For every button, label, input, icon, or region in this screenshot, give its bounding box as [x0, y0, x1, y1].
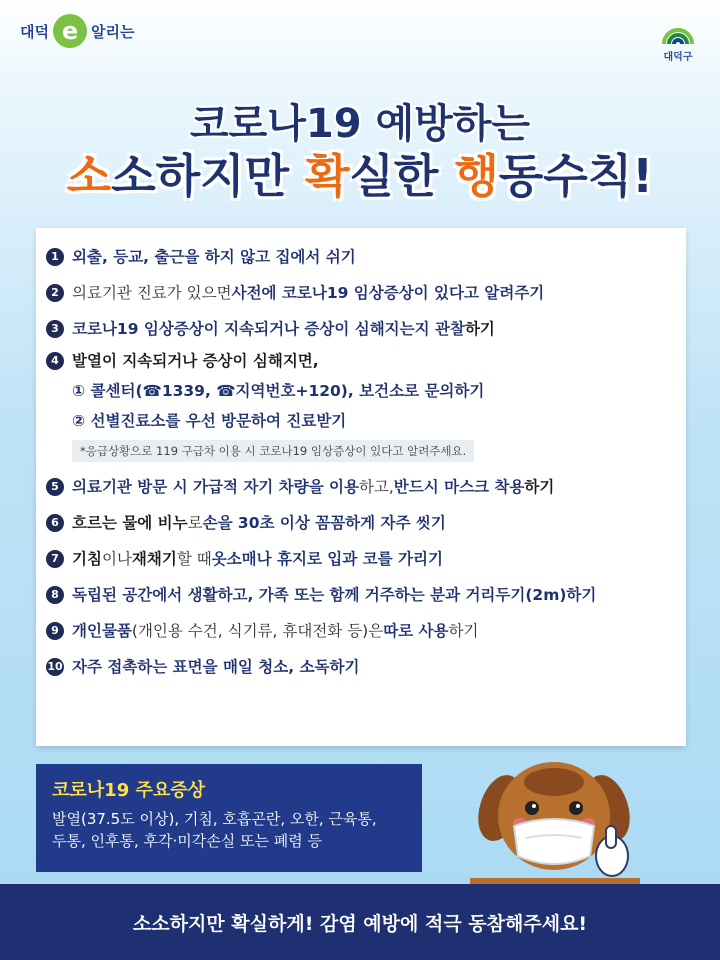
- rule-text: 하기: [464, 320, 495, 338]
- rule-item-5: [46, 476, 676, 498]
- headline-text-1: 소하지만: [111, 149, 306, 203]
- rule-text: 하기: [448, 622, 479, 640]
- rule-item-7: [46, 548, 676, 570]
- headline-accent-2: 확: [305, 149, 350, 203]
- rule-number-badge: 5: [46, 478, 64, 496]
- rule-number-badge: 6: [46, 514, 64, 532]
- rule-text: 할 때: [176, 550, 212, 568]
- footer-banner: 소소하지만 확실하게! 감염 예방에 적극 동참해주세요!: [0, 884, 720, 960]
- rule-number-badge: 2: [46, 284, 64, 302]
- rule-text-bold: 기침: [72, 550, 102, 568]
- rule-item-3: [46, 318, 676, 340]
- headline-text-3: 동수칙!: [498, 149, 654, 203]
- gu-emblem-icon: [660, 22, 696, 46]
- rule-number-badge: 1: [46, 248, 64, 266]
- rules-card: [36, 228, 686, 746]
- rule-text-bold: 의료기관 방문 시 가급적 자기 차량을 이용: [72, 478, 359, 496]
- rule-text: 하고,: [358, 478, 394, 496]
- rule-item-10: [46, 656, 676, 678]
- headline-line-2: [0, 140, 720, 206]
- rule-text-bold: 개인물품: [72, 622, 132, 640]
- symptoms-line-1: 발열(37.5도 이상), 기침, 호흡곤란, 오한, 근육통,: [52, 810, 377, 828]
- e-letter-icon: e: [53, 14, 87, 48]
- headline-line-1: 코로나19 예방하는: [189, 101, 531, 147]
- rule-number-badge: 8: [46, 586, 64, 604]
- rule-note: *응급상황으로 119 구급차 이용 시 코로나19 임상증상이 있다고 알려주세요.: [72, 440, 474, 462]
- rule-number-badge: 9: [46, 622, 64, 640]
- rule-item-6: [46, 512, 676, 534]
- rule-number-badge: 3: [46, 320, 64, 338]
- logo-text-left: 대덕: [20, 22, 49, 41]
- rule-text: 로: [187, 514, 203, 532]
- rule-text-bold: 따로 사용: [383, 622, 449, 640]
- rule-text-bold: 반드시 마스크 착용: [393, 478, 525, 496]
- rule-item-8: [46, 584, 676, 606]
- rule-item-9: [46, 620, 676, 642]
- rule-item-2: [46, 282, 676, 304]
- rule-text-bold: 흐르는 물에 비누: [72, 514, 188, 532]
- rule-item-1: [46, 246, 676, 268]
- main-symptoms-box: [36, 764, 422, 872]
- rule-text-bold: 재채기: [131, 550, 177, 568]
- symptoms-title: 코로나19 주요증상: [52, 780, 206, 801]
- headline-text-2: 실한: [349, 149, 455, 203]
- daedeok-e-logo: [20, 14, 134, 48]
- rule-text: 자주 접촉하는 표면을 매일 청소, 소독하기: [72, 658, 360, 676]
- rule-text: 독립된 공간에서 생활하고, 가족 또는 함께 거주하는 분과 거리두기(2m)하기: [72, 586, 597, 604]
- rule-text: 의료기관 진료가 있으면: [72, 284, 232, 302]
- rule-number-badge: 4: [46, 352, 64, 370]
- headline-accent-3: 행: [454, 149, 499, 203]
- rule-text-bold: 옷소매나 휴지로 입과 코를 가리기: [211, 550, 443, 568]
- rule-text: 하기: [524, 478, 555, 496]
- headline-accent-1: 소: [66, 149, 112, 203]
- rule-text: (개인용 수건, 식기류, 휴대전화 등)은: [131, 622, 384, 640]
- rule-text-bold: 손을 30초 이상 꼼꼼하게 자주 씻기: [202, 514, 446, 532]
- rule-item-4: [46, 350, 676, 462]
- rule-number-badge: 10: [46, 658, 64, 676]
- symptoms-line-2: 두통, 인후통, 후각·미각손실 또는 폐렴 등: [52, 832, 322, 850]
- rule-text-bold: 코로나19 임상증상이 지속되거나 증상이 심해지는지 관찰: [72, 320, 465, 338]
- gu-emblem-label: 대덕구: [663, 52, 693, 63]
- logo-text-right: 알리는: [90, 22, 135, 41]
- rule-text: 발열이 지속되거나 증상이 심해지면,: [72, 352, 319, 370]
- rule-subitem-2: ② 선별진료소를 우선 방문하여 진료받기: [72, 412, 347, 430]
- daedeok-gu-emblem: [656, 22, 700, 63]
- rule-number-badge: 7: [46, 550, 64, 568]
- masked-dog-mascot-icon: [470, 756, 640, 886]
- rule-text-bold: 사전에 코로나19 임상증상이 있다고 알려주기: [231, 284, 545, 302]
- rule-text: 외출, 등교, 출근을 하지 않고 집에서 쉬기: [72, 248, 356, 266]
- rule-subitem-1: ① 콜센터(☎1339, ☎지역번호+120), 보건소로 문의하기: [72, 382, 485, 400]
- rule-text: 이나: [101, 550, 132, 568]
